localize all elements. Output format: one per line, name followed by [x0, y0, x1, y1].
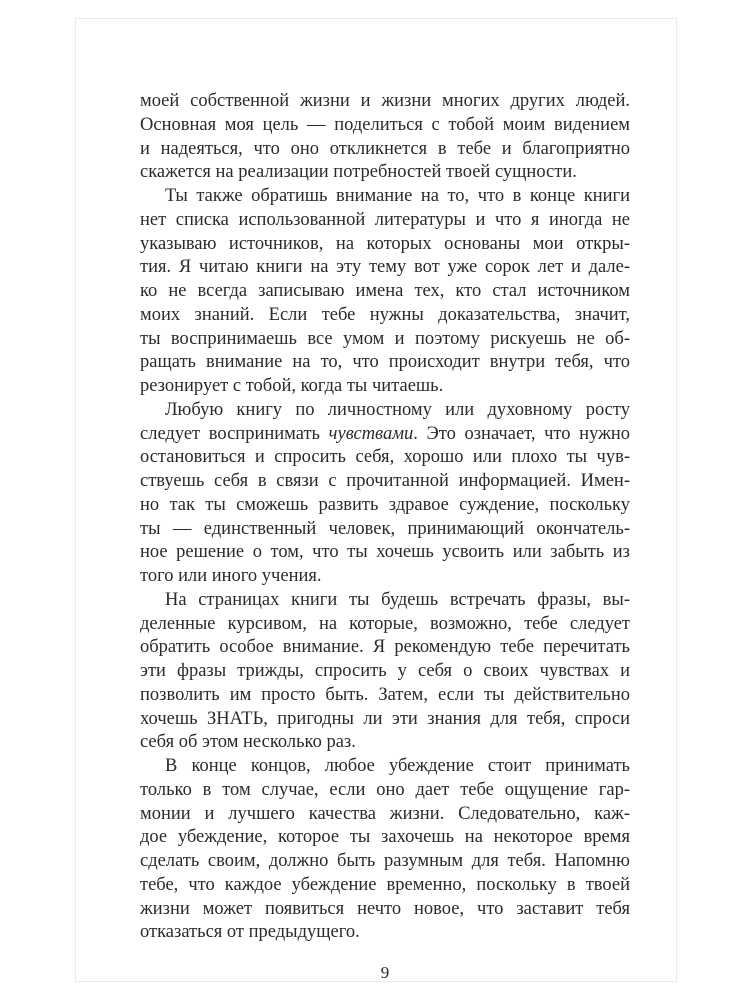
text-line: Ты также обратишь внимание на то, что в конце книги	[165, 186, 630, 206]
text-line: но так ты сможешь развить здравое суждение, поскольку	[140, 494, 630, 515]
text-line: Основная моя цель — поделиться с тобой моим видением	[140, 114, 630, 135]
text-line: дое убеждение, которое ты захочешь на некоторое время	[140, 827, 630, 848]
italic-emphasis: чувствами	[328, 423, 414, 444]
text-line: эти фразы трижды, спросить у себя о своих чувствах и	[140, 661, 630, 681]
text-line: скажется на реализации потребностей твоей сущности.	[140, 162, 577, 183]
text-line: обратить особое внимание. Я рекомендую тебе перечитать	[140, 637, 630, 658]
body-text	[140, 90, 630, 945]
text-line: тебе, что каждое убеждение временно, поскольку в твоей	[140, 874, 630, 895]
text-line: хочешь ЗНАТЬ, пригодны ли эти знания для тебя, спроси	[140, 708, 630, 729]
text-line: только в том случае, если оно дает тебе ощущение гар-	[140, 779, 630, 800]
text-line: и надеяться, что оно откликнется в тебе и благоприятно	[140, 138, 630, 159]
text-line: моей собственной жизни и жизни многих других людей.	[140, 91, 630, 111]
text-column	[140, 90, 630, 983]
text-line: ное решение о том, что ты хочешь усвоить или забыть из	[140, 542, 630, 563]
text-line: На страницах книги ты будешь встречать фразы, вы-	[165, 589, 630, 610]
text-line: ты воспринимаешь все умом и поэтому рискуешь не об-	[140, 328, 630, 349]
text-line: того или иного учения.	[140, 566, 322, 586]
text-segment: . Это означает, что нужно	[413, 423, 631, 444]
text-line: монии и лучшего качества жизни. Следовательно, каж-	[140, 803, 630, 824]
text-line: ты — единственный человек, принимающий окончатель-	[140, 518, 630, 539]
text-line: ращать внимание на то, что происходит внутри тебя, что	[140, 352, 630, 373]
text-line: ствуешь себя в связи с прочитанной информацией. Имен-	[140, 471, 630, 491]
text-line: ко не всегда записываю имена тех, кто стал источником	[140, 281, 630, 301]
text-line: Любую книгу по личностному или духовному росту	[165, 399, 630, 420]
text-line: остановиться и спросить себя, хорошо или плохо ты чув-	[140, 447, 630, 468]
text-line: себя об этом несколько раз.	[140, 732, 356, 753]
text-segment: следует воспринимать	[140, 423, 329, 444]
text-line: резонирует с тобой, когда ты читаешь.	[140, 376, 444, 396]
text-line: тия. Я читаю книги на эту тему вот уже сорок лет и дале-	[140, 257, 630, 278]
text-line	[140, 423, 630, 447]
text-line: сделать своим, должно быть разумным для тебя. Напомню	[140, 851, 630, 871]
text-line: деленные курсивом, на которые, возможно, тебе следует	[140, 613, 630, 634]
text-line: В конце концов, любое убеждение стоит принимать	[165, 756, 630, 776]
text-line: жизни может появиться нечто новое, что заставит тебя	[140, 898, 630, 919]
text-line: моих знаний. Если тебе нужны доказательства, значит,	[140, 304, 630, 325]
text-line: нет списка использованной литературы и что я иногда не	[140, 209, 630, 230]
text-line: отказаться от предыдущего.	[140, 922, 360, 943]
text-line: указываю источников, на которых основаны мои откры-	[140, 233, 630, 254]
page-number: 9	[380, 963, 390, 982]
text-line: позволить им просто быть. Затем, если ты действительно	[140, 684, 630, 705]
